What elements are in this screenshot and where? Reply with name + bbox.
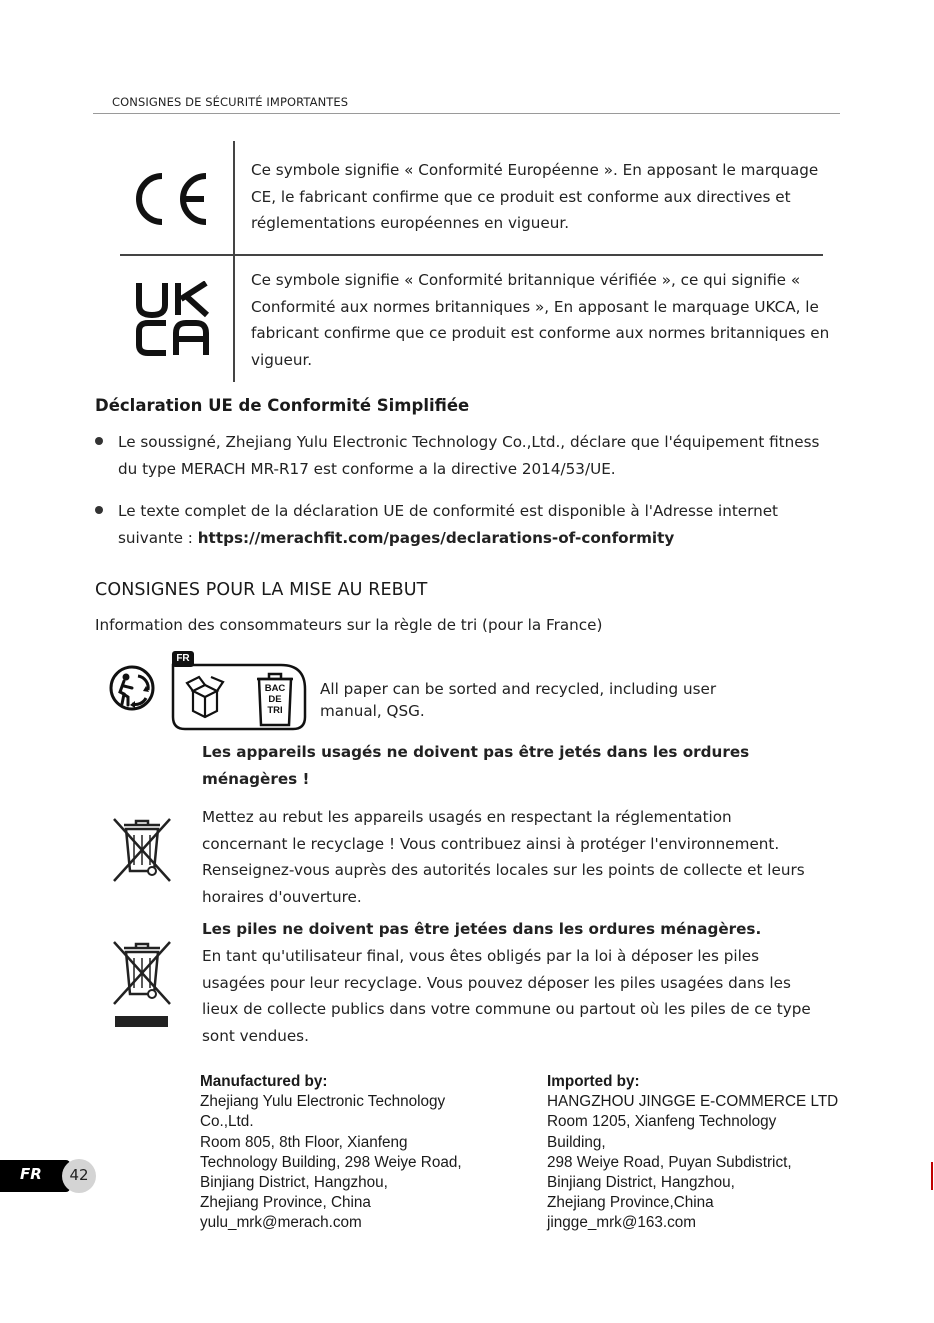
importer-line: Room 1205, Xianfeng Technology xyxy=(547,1113,777,1131)
sorting-bin-icon xyxy=(255,671,295,727)
page-number: 42 xyxy=(69,1166,89,1184)
manufacturer-line: Binjiang District, Hangzhou, xyxy=(200,1174,388,1192)
bullet-icon xyxy=(95,506,103,514)
carton-box-icon xyxy=(187,677,223,717)
importer-block xyxy=(547,1072,877,1234)
conformity-url-link[interactable]: https://merachfit.com/pages/declarations-of-conformity xyxy=(197,528,675,547)
edge-marker xyxy=(931,1162,933,1190)
manufacturer-block xyxy=(200,1072,520,1234)
table-vertical-divider xyxy=(233,141,235,382)
manufacturer-line: Zhejiang Province, China xyxy=(200,1194,371,1212)
bin-text-line-1: BAC xyxy=(264,683,286,694)
battery-crossed-bin-icon xyxy=(110,938,174,1006)
header-divider xyxy=(93,113,840,114)
disposal-title: CONSIGNES POUR LA MISE AU REBUT xyxy=(95,580,428,600)
manufacturer-line: Zhejiang Yulu Electronic Technology xyxy=(200,1093,446,1111)
declaration-bullet-2-text: Le texte complet de la déclaration UE de conformité est disponible à l'Adresse internet suivante : xyxy=(118,502,779,547)
battery-instructions: En tant qu'utilisateur final, vous êtes obligés par la loi à déposer les piles usagées pour leur recyclage. Vous pouvez déposer les piles usagées dans les lieux de collecte publics dans votre commune ou partout où les piles de ce type sont vendues. xyxy=(202,947,811,1045)
importer-line: Binjiang District, Hangzhou, xyxy=(547,1174,735,1192)
fr-badge-label: FR xyxy=(176,653,190,664)
manufacturer-line: Co.,Ltd. xyxy=(200,1113,254,1131)
manufacturer-label: Manufactured by: xyxy=(200,1073,328,1090)
battery-bin-underline xyxy=(115,1016,168,1027)
ukca-description: Ce symbole signifie « Conformité britannique vérifiée », ce qui signifie « Conformité aux normes britanniques », En apposant le marquage UKCA, le fabricant confirme que ce produit est conforme aux normes britanniques en vigueur. xyxy=(251,271,830,369)
importer-email[interactable]: jingge_mrk@163.com xyxy=(547,1214,697,1232)
ce-description: Ce symbole signifie « Conformité Européenne ». En apposant le marquage CE, le fabricant confirme que ce produit est conforme aux directives et réglementations européennes en vigueur. xyxy=(251,161,819,232)
declaration-title: Déclaration UE de Conformité Simplifiée xyxy=(95,396,470,415)
bin-text-line-3: TRI xyxy=(267,705,283,716)
importer-line: Zhejiang Province,China xyxy=(547,1194,714,1212)
manufacturer-line: Room 805, 8th Floor, Xianfeng xyxy=(200,1133,408,1151)
bullet-icon xyxy=(95,437,103,445)
paper-recycling-text: All paper can be sorted and recycled, including user manual, QSG. xyxy=(320,680,717,720)
declaration-bullet-2 xyxy=(118,498,838,551)
weee-instructions: Mettez au rebut les appareils usagés en respectant la réglementation concernant le recyclage ! Vous contribuez ainsi à protéger l'environnement. Renseignez-vous auprès des autorités locales sur les points de collecte et leurs horaires d'ouverture. xyxy=(202,808,805,906)
language-label: FR xyxy=(20,1165,42,1183)
ukca-logo-icon xyxy=(136,281,210,357)
manufacturer-line: Technology Building, 298 Weiye Road, xyxy=(200,1153,462,1171)
triman-icon xyxy=(108,664,156,712)
declaration-bullet-1: Le soussigné, Zhejiang Yulu Electronic Technology Co.,Ltd., déclare que l'équipement fitness du type MERACH MR-R17 est conforme a la directive 2014/53/UE. xyxy=(118,433,820,478)
importer-line: Building, xyxy=(547,1133,606,1151)
bin-text-line-2: DE xyxy=(268,694,282,705)
manufacturer-email[interactable]: yulu_mrk@merach.com xyxy=(200,1214,362,1232)
importer-line: HANGZHOU JINGGE E-COMMERCE LTD xyxy=(547,1093,839,1111)
battery-warning: Les piles ne doivent pas être jetées dans les ordures ménagères. xyxy=(202,920,762,938)
importer-line: 298 Weiye Road, Puyan Subdistrict, xyxy=(547,1153,792,1171)
ce-logo-icon xyxy=(128,170,212,228)
table-horizontal-divider xyxy=(120,254,823,256)
weee-warning: Les appareils usagés ne doivent pas être jetés dans les ordures ménagères ! xyxy=(202,743,750,788)
crossed-out-bin-icon xyxy=(110,815,174,883)
importer-label: Imported by: xyxy=(547,1073,640,1090)
disposal-info: Information des consommateurs sur la règle de tri (pour la France) xyxy=(95,616,603,634)
header-title: CONSIGNES DE SÉCURITÉ IMPORTANTES xyxy=(112,95,349,109)
